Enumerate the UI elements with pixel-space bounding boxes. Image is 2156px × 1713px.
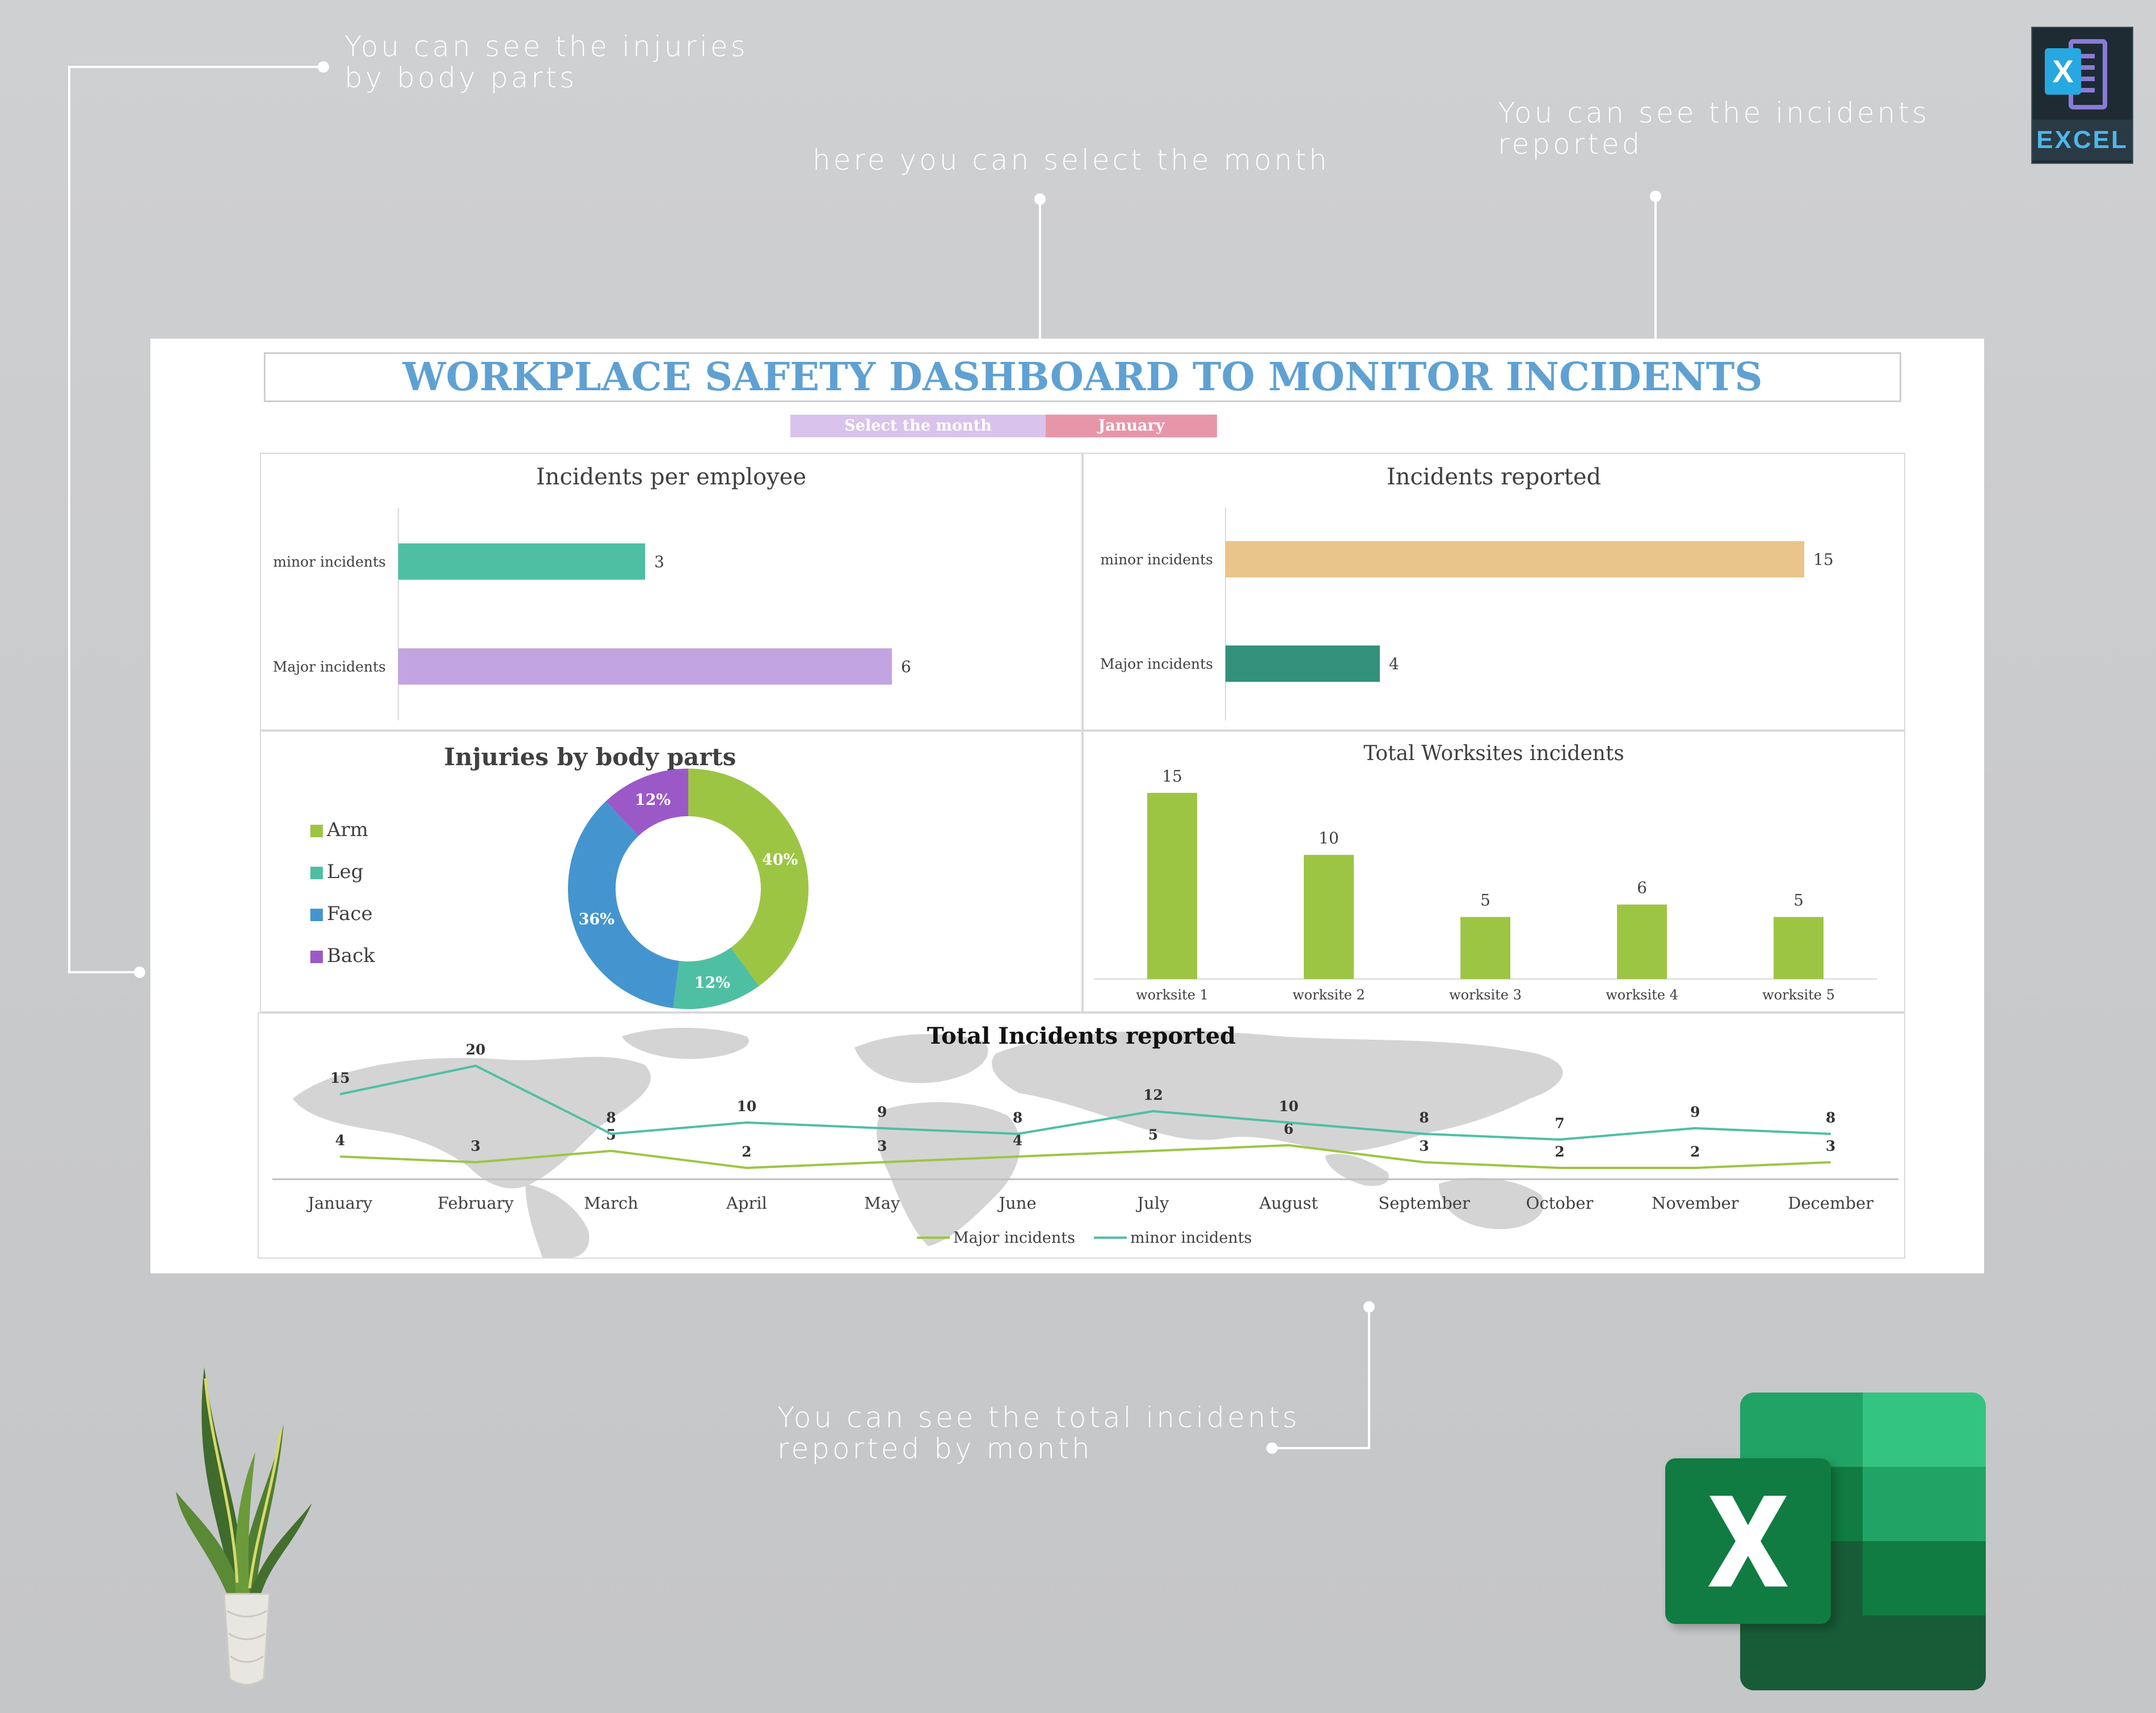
connector-dot [134, 967, 145, 978]
category-label: Major incidents [272, 659, 386, 675]
data-label: 36% [578, 910, 614, 929]
connector-line [68, 66, 323, 68]
bar [398, 543, 645, 580]
category-label: October [1526, 1193, 1594, 1213]
category-label: June [999, 1193, 1037, 1213]
svg-text:X: X [2052, 53, 2074, 89]
injuries-donut-chart [261, 732, 1081, 1011]
data-label: 4 [1012, 1132, 1023, 1149]
data-label: 3 [470, 1138, 481, 1154]
category-label: February [437, 1193, 514, 1213]
data-label: 4 [335, 1132, 346, 1149]
bar [1460, 917, 1510, 979]
excel-badge-label: EXCEL [2032, 120, 2132, 161]
data-label: 8 [1825, 1109, 1836, 1126]
incidents-reported-chart [1084, 454, 1904, 729]
select-month-label: Select the month [790, 415, 1046, 437]
chart-title: Incidents per employee [536, 464, 807, 490]
worksites-panel [1083, 731, 1905, 1012]
data-label: 6 [1637, 878, 1647, 897]
data-label: 10 [736, 1098, 757, 1115]
data-label: 2 [742, 1144, 752, 1160]
worksites-chart [1084, 732, 1904, 1011]
data-label: 12% [634, 791, 671, 809]
data-label: 15 [1813, 550, 1834, 569]
data-label: 8 [1419, 1109, 1429, 1126]
excel-badge [2031, 27, 2133, 164]
data-label: 5 [1148, 1126, 1159, 1143]
legend-swatch [310, 909, 323, 921]
bar [1774, 917, 1824, 979]
data-label: 10 [1319, 829, 1339, 848]
legend-label: Arm [327, 818, 369, 841]
category-label: November [1652, 1193, 1739, 1213]
bar [1304, 855, 1354, 979]
legend-swatch [310, 825, 323, 837]
plant-image [170, 1356, 318, 1696]
donut-slice [568, 801, 679, 1008]
legend-swatch [310, 951, 323, 963]
data-label: 40% [762, 851, 798, 869]
category-label: August [1259, 1193, 1318, 1213]
donut-slice [688, 769, 809, 986]
category-label: worksite 2 [1292, 987, 1365, 1003]
category-label: minor incidents [273, 554, 386, 570]
total-incidents-panel [258, 1012, 1905, 1259]
bar [398, 648, 892, 685]
total-incidents-line-chart [259, 1014, 1904, 1258]
data-label: 3 [1825, 1138, 1836, 1154]
legend-label: Major incidents [953, 1229, 1075, 1247]
bar [1617, 905, 1667, 979]
legend-label: Back [327, 944, 375, 967]
data-label: 5 [1480, 891, 1490, 910]
category-label: Major incidents [1100, 656, 1213, 672]
chart-title: Total Worksites incidents [1363, 742, 1624, 765]
incidents-per-employee-panel [260, 453, 1083, 731]
data-label: 15 [330, 1070, 350, 1086]
category-label: worksite 3 [1449, 987, 1522, 1003]
data-label: 8 [1012, 1109, 1023, 1126]
legend-label: Face [327, 902, 373, 925]
legend-label: Leg [327, 860, 364, 883]
legend-swatch [310, 867, 323, 879]
month-select[interactable]: January [1046, 415, 1217, 437]
data-label: 10 [1278, 1098, 1299, 1115]
data-label: 9 [1690, 1104, 1700, 1120]
title-box [264, 352, 1901, 402]
injuries-panel [260, 731, 1083, 1012]
data-label: 2 [1690, 1144, 1700, 1160]
category-label: worksite 4 [1606, 987, 1678, 1003]
data-label: 6 [1283, 1121, 1294, 1137]
incidents-per-employee-chart [261, 454, 1081, 729]
connector-line [1039, 199, 1041, 339]
bar [1147, 793, 1197, 979]
category-label: July [1137, 1193, 1169, 1213]
connector-dot [318, 61, 329, 73]
connector-line [68, 66, 70, 973]
category-label: April [726, 1193, 767, 1213]
data-label: 12% [694, 974, 730, 992]
data-label: 7 [1555, 1115, 1565, 1132]
excel-logo [1665, 1393, 1986, 1690]
data-label: 4 [1389, 655, 1399, 673]
data-label: 9 [877, 1104, 887, 1120]
chart-title: Incidents reported [1386, 464, 1602, 490]
connector-line [1271, 1447, 1370, 1449]
data-label: 3 [877, 1138, 887, 1154]
annotation-month: here you can select the month [812, 144, 1330, 176]
excel-x-icon [1665, 1458, 1831, 1624]
connector-line [1654, 196, 1657, 339]
data-label: 15 [1162, 766, 1182, 786]
annotation-total: You can see the total incidents reported by month [777, 1401, 1300, 1465]
bar [1226, 645, 1380, 682]
annotation-injuries: You can see the injuries by body parts [344, 30, 748, 94]
data-label: 5 [1793, 891, 1804, 910]
legend-label: minor incidents [1130, 1229, 1252, 1247]
data-label: 3 [1419, 1138, 1429, 1154]
data-label: 3 [654, 552, 664, 571]
connector-line [1368, 1306, 1370, 1449]
data-label: 5 [606, 1126, 616, 1143]
excel-file-icon [2032, 28, 2132, 119]
category-label: January [308, 1193, 373, 1213]
data-label: 12 [1143, 1087, 1163, 1103]
annotation-reported: You can see the incidents reported [1498, 96, 1930, 161]
connector-line [68, 971, 142, 973]
data-label: 2 [1555, 1144, 1565, 1160]
chart-title: Injuries by body parts [444, 743, 736, 771]
incidents-reported-panel [1083, 453, 1905, 731]
dashboard-sheet [150, 339, 1984, 1273]
bar [1226, 541, 1804, 577]
data-label: 6 [901, 657, 911, 676]
page-title: WORKPLACE SAFETY DASHBOARD TO MONITOR INCIDENTS [402, 355, 1763, 400]
data-label: 20 [465, 1041, 486, 1058]
category-label: minor incidents [1100, 551, 1213, 568]
category-label: worksite 5 [1762, 987, 1835, 1003]
category-label: March [584, 1193, 638, 1213]
series-line [340, 1066, 1830, 1140]
category-label: worksite 1 [1136, 987, 1208, 1003]
data-label: 8 [606, 1109, 616, 1126]
chart-title: Total Incidents reported [927, 1023, 1236, 1049]
series-line [340, 1145, 1830, 1168]
category-label: May [864, 1193, 900, 1213]
category-label: December [1788, 1193, 1874, 1213]
connector-dot [1266, 1442, 1278, 1454]
category-label: September [1378, 1193, 1470, 1213]
